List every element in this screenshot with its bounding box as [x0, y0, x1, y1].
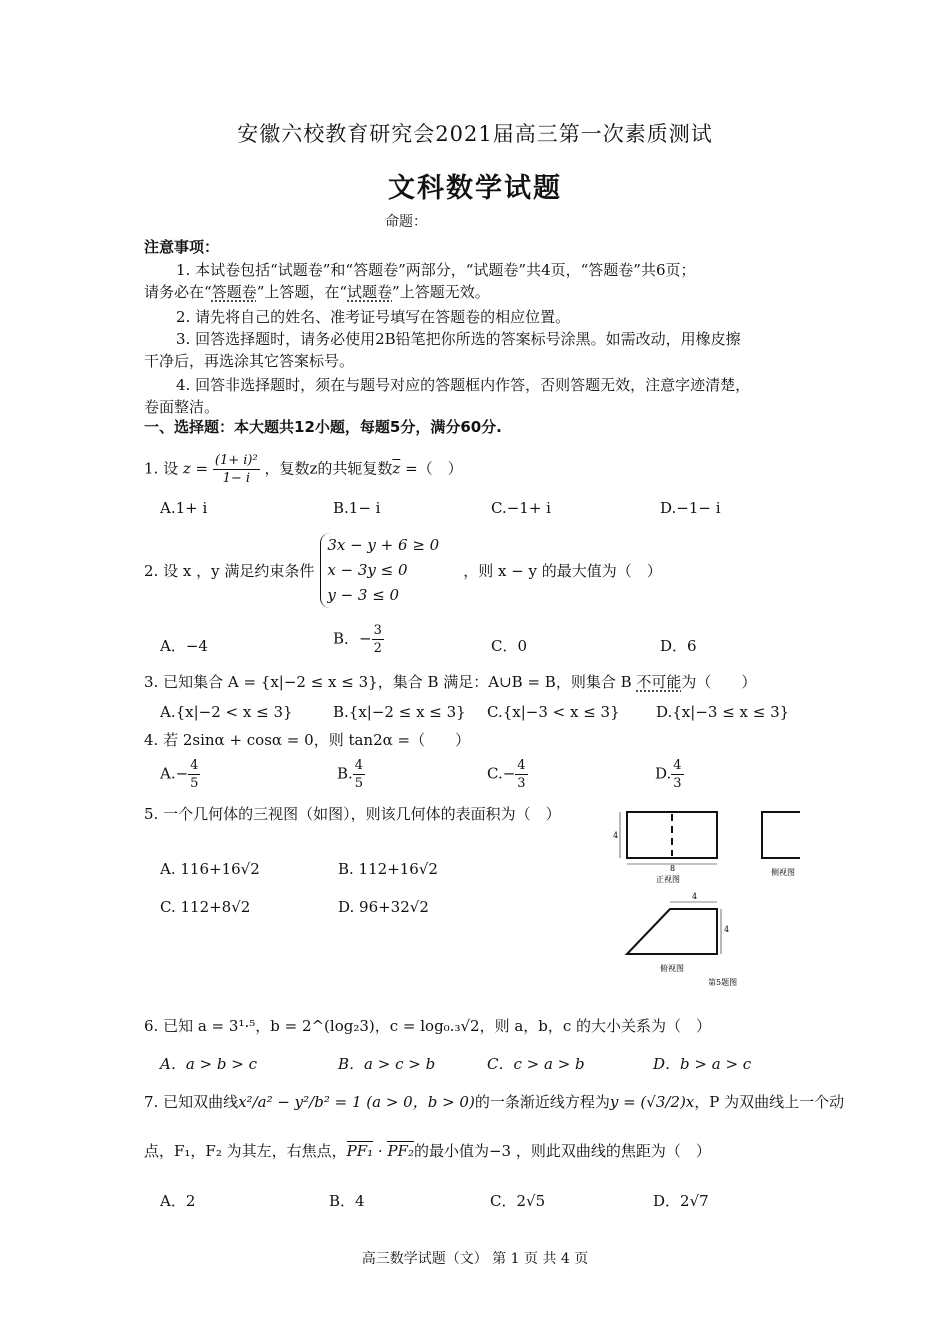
q5-option-a[interactable]: A. 116+16√2: [160, 860, 260, 878]
q7-line2-suffix: 的最小值为−3 ，则此双曲线的焦距为（ ）: [413, 1142, 711, 1160]
q5-option-d[interactable]: D. 96+32√2: [338, 898, 429, 916]
q6-option-b[interactable]: B．a > c > b: [338, 1055, 436, 1073]
q3-option-a[interactable]: A.{x|−2 < x ≤ 3}: [160, 703, 293, 721]
q3-emphasis: 不可能: [636, 673, 682, 691]
q7-vector-pf2: PF₂: [387, 1142, 414, 1160]
author-label: 命题：: [385, 214, 427, 230]
note-1-line-2: [144, 281, 490, 302]
q1-text: ，复数z的共轭复数: [264, 459, 393, 478]
note-4-line-1: 4. 回答非选择题时，须在与题号对应的答题框内作答，否则答题无效，注意字迹清楚，: [176, 376, 751, 394]
note-1-emph-answer-sheet: 答题卷: [211, 283, 257, 301]
q2-suffix: ，则 x − y 的最大值为（ ）: [463, 561, 662, 580]
q1-prefix: 1. 设: [144, 459, 179, 478]
q7-hyperbola: x²/a² − y²/b² = 1 (a > 0，b > 0): [238, 1093, 475, 1111]
question-3: [144, 671, 756, 692]
q4-a-den: 5: [190, 776, 199, 791]
note-1-mid: ”上答题，在“: [256, 283, 348, 301]
q2-option-d[interactable]: D．6: [660, 637, 697, 655]
q2-option-a[interactable]: A．−4: [160, 637, 208, 655]
top-view-shape: [627, 909, 717, 954]
q5-option-c[interactable]: C. 112+8√2: [160, 898, 251, 916]
note-4-line-2: 卷面整洁。: [144, 398, 220, 416]
notes-heading: 注意事项：: [144, 238, 220, 256]
note-1-line-1: 1. 本试卷包括“试题卷”和“答题卷”两部分，“试题卷”共4页，“答题卷”共6页；: [176, 261, 696, 279]
question-4: 4. 若 2sinα + cosα = 0，则 tan2α =（ ）: [144, 731, 471, 749]
q2-constraint-3: y − 3 ≤ 0: [327, 585, 400, 604]
q4-option-a[interactable]: [160, 757, 200, 792]
q4-option-d[interactable]: [655, 757, 684, 792]
q1-option-b[interactable]: B.1− i: [333, 499, 381, 517]
exam-subject-title: 文科数学试题: [388, 173, 562, 204]
q1-option-c[interactable]: C.−1+ i: [491, 499, 551, 517]
q2-constraint-2: x − 3y ≤ 0: [327, 560, 408, 579]
q3-option-c[interactable]: C.{x|−3 < x ≤ 3}: [487, 703, 620, 721]
section-1-title: 一、选择题：本大题共12小题，每题5分，满分60分.: [144, 418, 502, 436]
q7-mid: 的一条渐近线方程为: [474, 1093, 610, 1111]
q3-suffix: 为（ ）: [681, 673, 757, 691]
q4-c-den: 3: [517, 776, 526, 791]
q1-z-eq: z =: [182, 459, 209, 478]
q2-option-b[interactable]: [333, 622, 384, 657]
side-view-shape: [762, 812, 800, 858]
q2-b-prefix: B．−: [333, 629, 372, 648]
q2-b-num: 3: [373, 623, 382, 638]
q7-option-b[interactable]: B．4: [329, 1192, 365, 1210]
front-view-label: 正视图: [656, 875, 680, 884]
top-view-label: 俯视图: [660, 964, 684, 973]
q5-three-view-figure: [600, 800, 800, 995]
q1-zbar: $\overline{z}$: [392, 459, 401, 478]
question-5: 5. 一个几何体的三视图（如图），则该几何体的表面积为（ ）: [144, 805, 561, 823]
top-height-dim: 4: [724, 925, 730, 934]
q1-denominator: 1− i: [222, 471, 251, 486]
q1-option-a[interactable]: A.1+ i: [160, 499, 208, 517]
note-1-emph-question-sheet: 试题卷: [347, 283, 393, 301]
question-6: 6. 已知 a = 3¹·⁵，b = 2^(log₂3)，c = log₀.₃√2，则 a，b，c 的大小关系为（ ）: [144, 1017, 712, 1035]
q2-constraints: [320, 533, 439, 608]
q6-option-d[interactable]: D．b > a > c: [653, 1055, 752, 1073]
top-width-dim: 4: [692, 892, 698, 901]
q7-asymptote: y = (√3/2)x: [609, 1093, 695, 1111]
question-2: [144, 530, 662, 610]
note-2: 2. 请先将自己的姓名、准考证号填写在答题卷的相应位置。: [176, 308, 571, 326]
q4-b-den: 5: [354, 776, 364, 791]
q2-constraint-1: 3x − y + 6 ≥ 0: [327, 535, 440, 554]
q1-numerator: (1+ i)²: [214, 453, 258, 468]
note-1-post: ”上答题无效。: [392, 283, 490, 301]
q7-suffix: ，P 为双曲线上一个动: [694, 1093, 845, 1111]
q2-option-c[interactable]: C．0: [491, 637, 528, 655]
front-width-dim: 8: [670, 864, 676, 873]
q4-option-c[interactable]: [487, 757, 528, 792]
q7-option-d[interactable]: D．2√7: [653, 1192, 709, 1210]
page-footer: 高三数学试题（文） 第 1 页 共 4 页: [361, 1251, 589, 1267]
q3-option-b[interactable]: B.{x|−2 ≤ x ≤ 3}: [333, 703, 466, 721]
q4-d-num: 4: [673, 758, 682, 773]
q3-prefix: 3. 已知集合 A = {x|−2 ≤ x ≤ 3}，集合 B 满足：A∪B = B，则集合 B: [144, 673, 637, 691]
q4-a-num: 4: [190, 758, 199, 773]
q2-b-den: 2: [373, 641, 382, 656]
q1-option-d[interactable]: D.−1− i: [660, 499, 721, 517]
q1-tail: =（ ）: [400, 459, 463, 478]
note-1-pre: 请务必在“: [144, 283, 212, 301]
q6-option-c[interactable]: C．c > a > b: [487, 1055, 585, 1073]
q7-dot-operator: ·: [373, 1142, 388, 1160]
question-7-line-2: [144, 1140, 711, 1161]
q4-c-prefix: C.−: [487, 764, 516, 783]
q7-line2-prefix: 点，F₁，F₂ 为其左，右焦点，: [144, 1142, 347, 1160]
side-view-label: 侧视图: [771, 868, 795, 877]
q7-option-c[interactable]: C．2√5: [490, 1192, 546, 1210]
q4-b-prefix: B.: [337, 764, 353, 783]
front-height-dim: 4: [613, 831, 619, 840]
q5-option-b[interactable]: B. 112+16√2: [338, 860, 438, 878]
q1-fraction: [213, 452, 260, 487]
note-3-line-1: 3. 回答选择题时，请务必使用2B铅笔把你所选的答案标号涂黑。如需改动，用橡皮擦: [176, 330, 741, 348]
note-3-line-2: 干净后，再选涂其它答案标号。: [144, 352, 355, 370]
q4-option-b[interactable]: [337, 757, 365, 792]
q7-vector-pf1: PF₁: [346, 1142, 374, 1160]
exam-series-title: 安徽六校教育研究会2021届高三第一次素质测试: [237, 122, 713, 146]
q4-b-num: 4: [354, 758, 364, 773]
figure-caption: 第5题图: [708, 978, 738, 987]
q6-option-a[interactable]: A．a > b > c: [160, 1055, 257, 1073]
question-7-line-1: [144, 1091, 844, 1112]
q7-prefix: 7. 已知双曲线: [144, 1093, 239, 1111]
q4-a-prefix: A.−: [160, 764, 189, 783]
q2-prefix: 2. 设 x ，y 满足约束条件: [144, 561, 315, 580]
q4-c-num: 4: [517, 758, 526, 773]
q7-option-a[interactable]: A．2: [160, 1192, 196, 1210]
q4-d-prefix: D.: [655, 764, 672, 783]
q3-option-d[interactable]: D.{x|−3 ≤ x ≤ 3}: [656, 703, 790, 721]
q4-d-den: 3: [673, 776, 682, 791]
question-1: [144, 452, 463, 487]
